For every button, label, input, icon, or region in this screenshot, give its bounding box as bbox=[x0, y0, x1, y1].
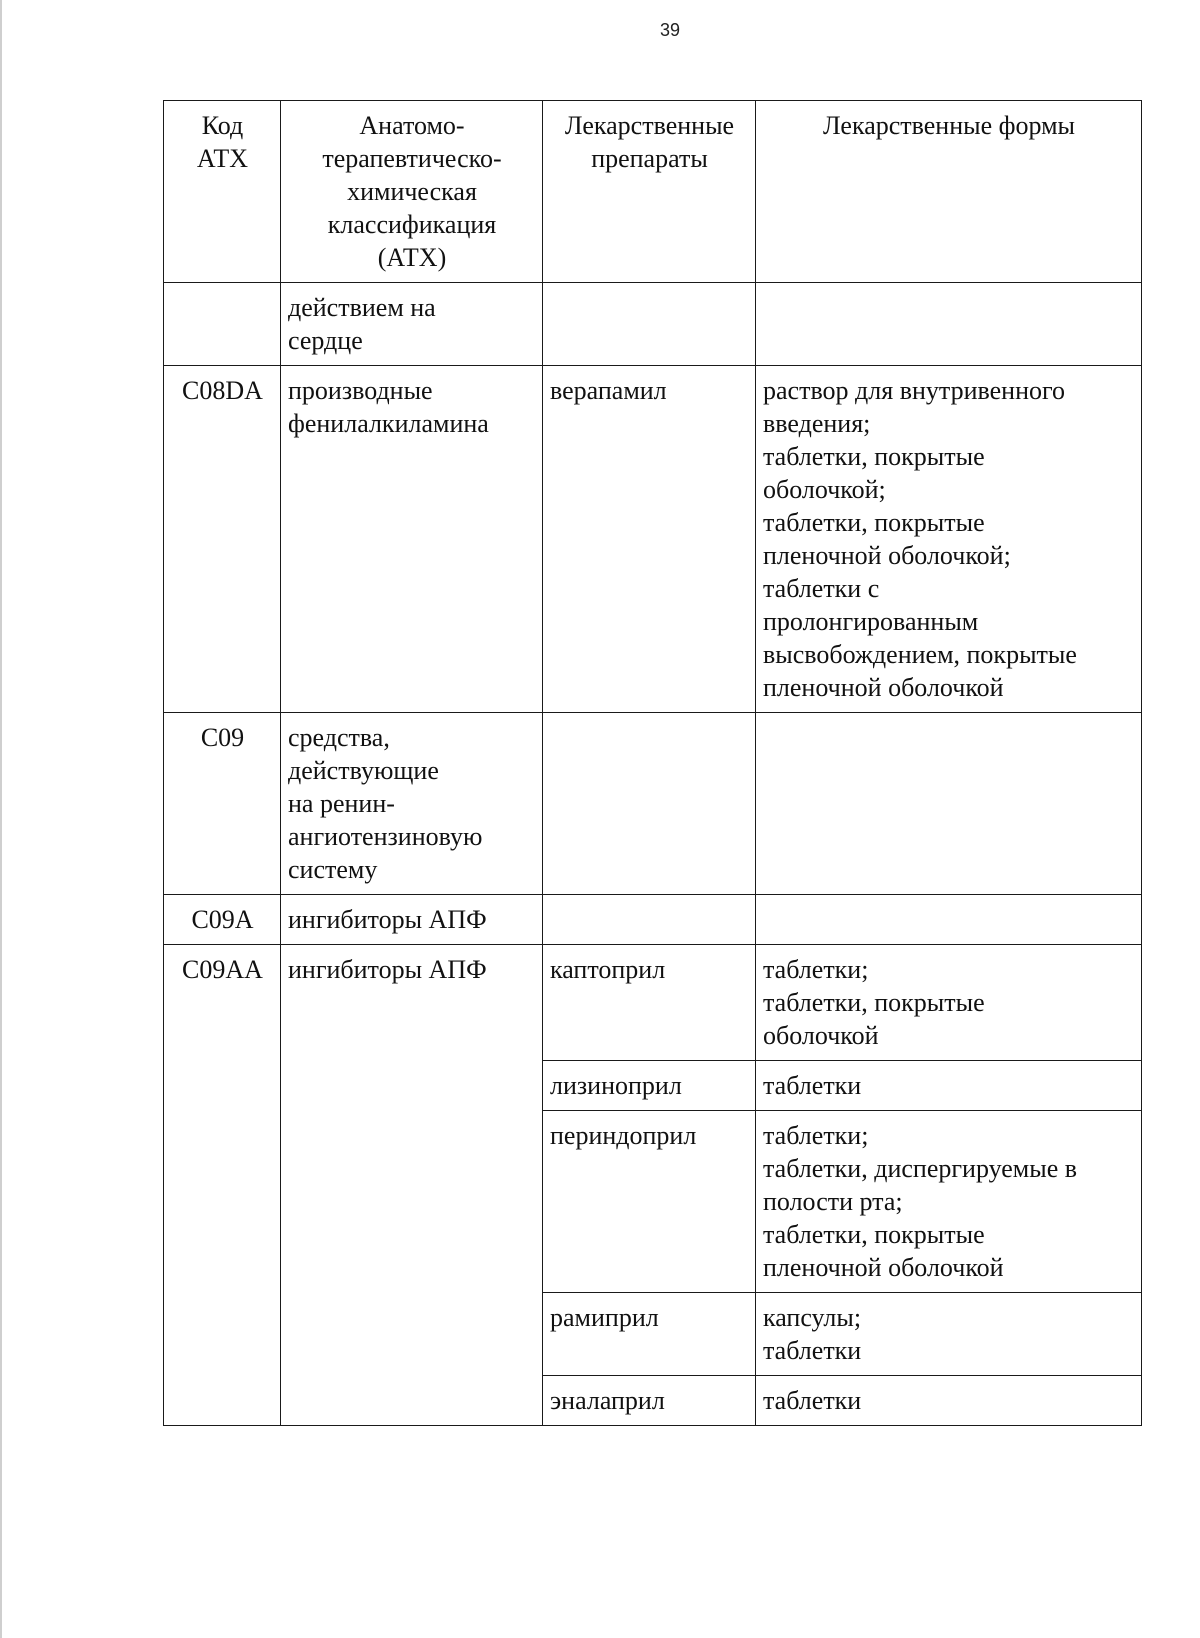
drug-cell: лизиноприл bbox=[543, 1061, 756, 1111]
forms-cell: таблетки bbox=[756, 1376, 1142, 1426]
classification-cell: ингибиторы АПФ bbox=[281, 895, 543, 945]
atc-code-cell: C09 bbox=[164, 713, 281, 895]
drug-cell bbox=[543, 283, 756, 366]
table-row bbox=[164, 895, 1142, 945]
drug-cell: периндоприл bbox=[543, 1111, 756, 1293]
drug-cell bbox=[543, 895, 756, 945]
atc-drug-table bbox=[163, 100, 1142, 1426]
drug-cell: верапамил bbox=[543, 366, 756, 713]
page-number: 39 bbox=[659, 20, 681, 40]
header-atc-classification: Анатомо- терапевтическо- химическая классификация (АТХ) bbox=[281, 101, 543, 283]
atc-code-cell: C08DA bbox=[164, 366, 281, 713]
classification-cell: действием на сердце bbox=[281, 283, 543, 366]
drug-cell bbox=[543, 713, 756, 895]
forms-cell bbox=[756, 895, 1142, 945]
drug-cell: каптоприл bbox=[543, 945, 756, 1061]
scan-edge bbox=[0, 0, 2, 1638]
table-row bbox=[164, 945, 1142, 1061]
atc-code-cell: C09AA bbox=[164, 945, 281, 1426]
atc-code-cell: C09A bbox=[164, 895, 281, 945]
classification-cell: производные фенилалкиламина bbox=[281, 366, 543, 713]
header-dosage-forms: Лекарственные формы bbox=[756, 101, 1142, 283]
table-row bbox=[164, 283, 1142, 366]
forms-cell: таблетки; таблетки, диспергируемые в полости рта; таблетки, покрытые пленочной оболочкой bbox=[756, 1111, 1142, 1293]
forms-cell: капсулы; таблетки bbox=[756, 1293, 1142, 1376]
forms-cell: таблетки; таблетки, покрытые оболочкой bbox=[756, 945, 1142, 1061]
drug-cell: рамиприл bbox=[543, 1293, 756, 1376]
classification-cell: средства, действующие на ренин- ангиотензиновую систему bbox=[281, 713, 543, 895]
header-atc-code: Код АТХ bbox=[164, 101, 281, 283]
table-header-row bbox=[164, 101, 1142, 283]
forms-cell: таблетки bbox=[756, 1061, 1142, 1111]
table-row bbox=[164, 713, 1142, 895]
header-drugs: Лекарственные препараты bbox=[543, 101, 756, 283]
forms-cell: раствор для внутривенного введения; таблетки, покрытые оболочкой; таблетки, покрытые пленочной оболочкой; таблетки с пролонгированным высвобождением, покрытые пленочной оболочкой bbox=[756, 366, 1142, 713]
forms-cell bbox=[756, 283, 1142, 366]
classification-cell: ингибиторы АПФ bbox=[281, 945, 543, 1426]
forms-cell bbox=[756, 713, 1142, 895]
atc-code-cell bbox=[164, 283, 281, 366]
drug-cell: эналаприл bbox=[543, 1376, 756, 1426]
table-row bbox=[164, 366, 1142, 713]
